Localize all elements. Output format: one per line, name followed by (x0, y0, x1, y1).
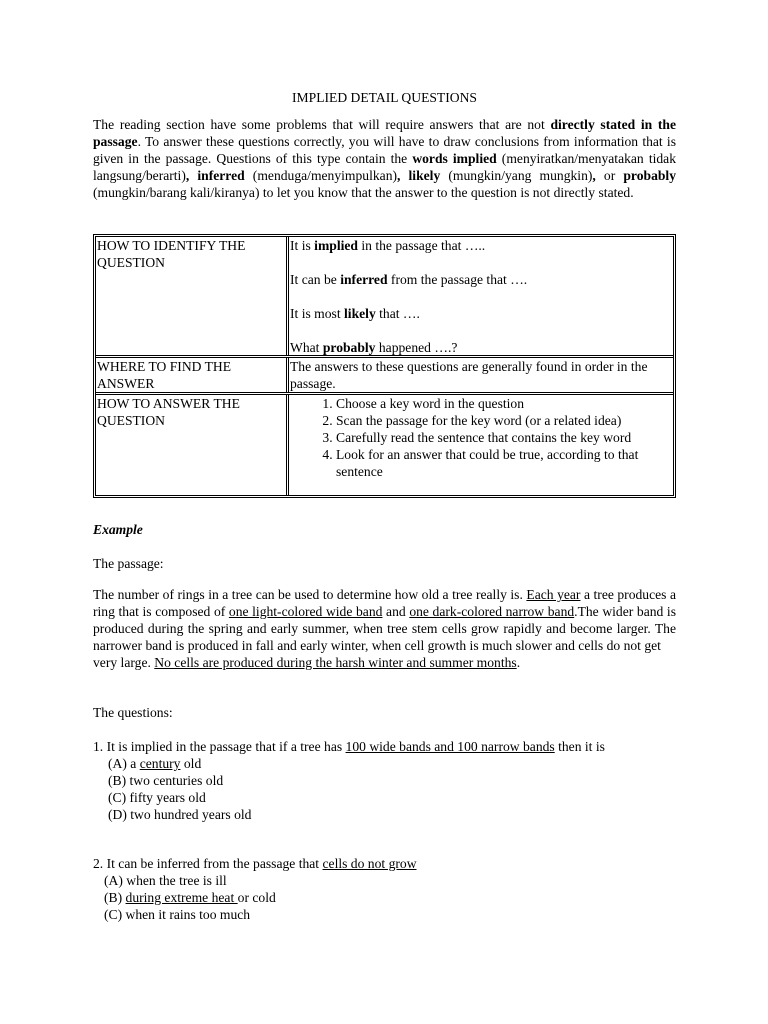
passage-paragraph (93, 586, 676, 671)
question-text: 2. It can be inferred from the passage that (93, 856, 323, 871)
phrase-text: happened ….? (375, 340, 458, 355)
intro-text: or (595, 168, 624, 183)
passage-text: .The wider band is produced during the spring and early summer, when tree stem cells grow rapidly and become larger. The narrower band is produced in fall and early winter, when cell growth is much slower and cells do not get (93, 604, 677, 653)
passage-underline: one light-colored wide band (228, 604, 383, 619)
option-a: (A) when the tree is ill (104, 873, 227, 888)
option-d: (D) two hundred years old (108, 807, 252, 822)
passage-underline: No cells are produced during the harsh winter and summer months (154, 655, 517, 670)
passage-label: The passage: (93, 556, 164, 571)
passage-underline: Each year (526, 587, 581, 602)
intro-bold: , (592, 168, 596, 183)
passage-text: The number of rings in a tree can be used to determine how old a tree really is. (93, 587, 527, 602)
intro-bold: probably (623, 168, 676, 183)
intro-bold: , inferred (185, 168, 245, 183)
passage-text: very large. (93, 655, 155, 670)
spacer (290, 322, 673, 339)
option-underline: during extreme heat (125, 890, 238, 905)
row-label-identify: HOW TO IDENTIFY THE QUESTION (96, 237, 289, 355)
step-item: 3. Carefully read the sentence that contains the key word (336, 429, 673, 446)
page-title: IMPLIED DETAIL QUESTIONS (292, 90, 477, 105)
option-text: old (180, 756, 202, 771)
passage-underline: one dark-colored narrow band (409, 604, 575, 619)
option-text: (A) a (108, 756, 140, 771)
intro-text: (mungkin/barang kali/kiranya) to let you know that the answer to the question is not directly stated. (93, 185, 634, 200)
phrase-text: from the passage that …. (387, 272, 528, 287)
question-1 (93, 738, 676, 823)
phrase-inferred (290, 271, 673, 288)
option-text: (B) (104, 890, 126, 905)
steps-list (290, 395, 673, 480)
step-item: 2. Scan the passage for the key word (or a related idea) (336, 412, 673, 429)
question-underline: cells do not grow (322, 856, 417, 871)
example-heading: Example (93, 522, 143, 537)
table-row-answer (96, 392, 673, 495)
intro-bold: words implied (412, 151, 497, 166)
passage-text: . (516, 655, 521, 670)
phrase-keyword: implied (314, 238, 358, 253)
intro-text: . To answer these questions correctly, you will have to draw conclusions from information that is given in the passage. Questions of this type contain the (93, 134, 676, 166)
question-2-stem (93, 855, 676, 872)
phrase-text: It is most (290, 306, 345, 321)
intro-text: The reading section have some problems that will require answers that are not (93, 117, 551, 132)
question-underline: 100 wide bands and 100 narrow bands (345, 739, 555, 754)
option-b: (B) two centuries old (108, 773, 224, 788)
intro-text: (menyiratkan/menyatakan tidak langsung/berarti) (93, 151, 676, 183)
table-row-identify (96, 237, 673, 355)
question-2 (93, 855, 676, 923)
where-text: The answers to these questions are generally found in order in the passage. (290, 359, 648, 391)
implied-detail-table (93, 234, 676, 498)
spacer (290, 254, 673, 271)
option-a (93, 755, 676, 772)
spacer (290, 288, 673, 305)
phrase-text: in the passage that ….. (357, 238, 486, 253)
phrase-keyword: likely (344, 306, 376, 321)
phrase-keyword: probably (322, 340, 376, 355)
passage-text: a tree produces a ring that is composed of (93, 587, 677, 619)
option-c: (C) when it rains too much (104, 907, 251, 922)
option-underline: century (139, 756, 181, 771)
intro-paragraph (93, 116, 676, 201)
answer-steps (289, 395, 673, 495)
step-item: 4. Look for an answer that could be true, according to that sentence (336, 446, 673, 480)
phrase-text: It is (290, 238, 315, 253)
option-text: or cold (237, 890, 276, 905)
passage-text: and (382, 604, 410, 619)
intro-text: (mungkin/yang mungkin) (440, 168, 593, 183)
intro-bold: directly stated in the passage (93, 117, 677, 149)
question-1-stem (93, 738, 676, 755)
phrase-text: that …. (375, 306, 420, 321)
intro-text: (menduga/menyimpulkan) (244, 168, 398, 183)
row-label-where: WHERE TO FIND THE ANSWER (96, 358, 289, 392)
phrase-keyword: inferred (340, 272, 388, 287)
question-text: 1. It is implied in the passage that if a tree has (93, 739, 346, 754)
step-item: 1. Choose a key word in the question (336, 395, 673, 412)
intro-bold: , likely (397, 168, 441, 183)
table-row-where (96, 355, 673, 392)
phrase-implied (290, 237, 673, 254)
questions-label: The questions: (93, 705, 173, 720)
phrase-probably (290, 339, 673, 356)
phrase-text: It can be (290, 272, 341, 287)
question-text: then it is (554, 739, 605, 754)
identify-phrases (289, 237, 673, 355)
option-b (93, 889, 676, 906)
phrase-likely (290, 305, 673, 322)
phrase-text: What (290, 340, 323, 355)
row-label-answer: HOW TO ANSWER THE QUESTION (96, 395, 289, 495)
option-c: (C) fifty years old (108, 790, 206, 805)
